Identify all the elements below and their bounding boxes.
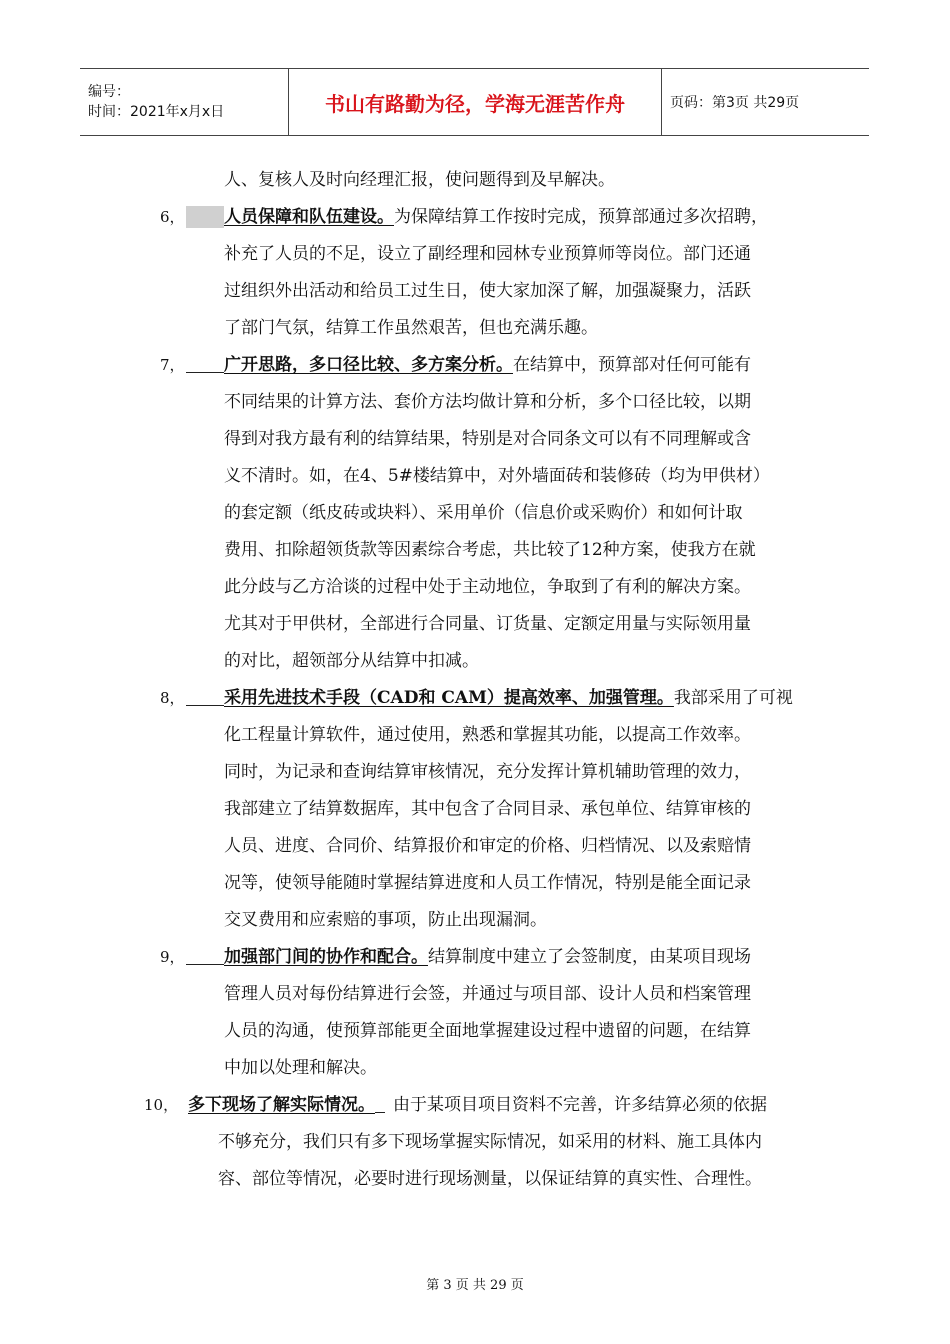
item-heading: 加强部门间的协作和配合。	[224, 947, 428, 967]
paragraph-tail: 人、复核人及时向经理汇报，使问题得到及早解决。	[224, 170, 615, 190]
item-line: 我部采用了可视	[673, 688, 793, 708]
item-number: 10，	[144, 1096, 179, 1114]
item-number: 8，	[160, 689, 185, 707]
item-heading: 多下现场了解实际情况。	[188, 1095, 375, 1115]
item-first-line	[186, 354, 751, 376]
item-first-line	[186, 946, 751, 968]
item-line: 补充了人员的不足，设立了副经理和园林专业预算师等岗位。部门还通	[224, 244, 751, 264]
item-line: 交叉费用和应索赔的事项，防止出现漏洞。	[224, 910, 547, 930]
item-line: 同时，为记录和查询结算审核情况，充分发挥计算机辅助管理的效力，	[224, 762, 751, 782]
item-line: 过组织外出活动和给员工过生日，使大家加深了解，加强凝聚力，活跃	[224, 281, 751, 301]
item-line: 况等，使领导能随时掌握结算进度和人员工作情况，特别是能全面记录	[224, 873, 751, 893]
item-line: 人员、进度、合同价、结算报价和审定的价格、归档情况、以及索赔情	[224, 836, 751, 856]
item-first-line	[224, 206, 768, 228]
item-line: 此分歧与乙方洽谈的过程中处于主动地位，争取到了有利的解决方案。	[224, 577, 751, 597]
item-line: 管理人员对每份结算进行会签，并通过与项目部、设计人员和档案管理	[224, 984, 751, 1004]
document-header	[80, 68, 869, 136]
header-page-label: 页码：第3页 共29页	[662, 69, 870, 136]
item-line: 义不清时。如，在4、5#楼结算中，对外墙面砖和装修砖（均为甲供材）	[224, 466, 770, 486]
item-heading: 采用先进技术手段（CAD和 CAM）提高效率、加强管理。	[224, 688, 674, 708]
item-line: 由于某项目项目资料不完善，许多结算必须的依据	[393, 1095, 767, 1115]
item-line: 容、部位等情况，必要时进行现场测量，以保证结算的真实性、合理性。	[218, 1169, 762, 1189]
item-line: 的套定额（纸皮砖或块料）、采用单价（信息价或采购价）和如何计取	[224, 503, 743, 523]
item-line: 在结算中，预算部对任何可能有	[513, 355, 751, 375]
serial-label: 编号：	[88, 84, 130, 100]
item-line: 了部门气氛，结算工作虽然艰苦，但也充满乐趣。	[224, 318, 598, 338]
item-line: 为保障结算工作按时完成，预算部通过多次招聘，	[394, 207, 768, 227]
page-footer: 第 3 页 共 29 页	[426, 1278, 524, 1293]
item-line: 不够充分，我们只有多下现场掌握实际情况，如采用的材料、施工具体内	[218, 1132, 762, 1152]
item-line: 化工程量计算软件，通过使用，熟悉和掌握其功能，以提高工作效率。	[224, 725, 751, 745]
item-heading: 广开思路，多口径比较、多方案分析。	[224, 355, 513, 375]
item-line: 我部建立了结算数据库，其中包含了合同目录、承包单位、结算审核的	[224, 799, 751, 819]
item-number: 7，	[160, 356, 185, 374]
time-label: 时间：2021年x月x日	[88, 104, 225, 120]
item-number: 9，	[160, 948, 185, 966]
item-line: 尤其对于甲供材，全部进行合同量、订货量、定额定用量与实际领用量	[224, 614, 751, 634]
shading-mark	[186, 206, 224, 228]
item-line: 费用、扣除超领货款等因素综合考虑，共比较了12种方案，使我方在就	[224, 540, 756, 560]
item-line: 的对比，超领部分从结算中扣减。	[224, 651, 479, 671]
item-number: 6，	[160, 208, 185, 226]
header-motto: 书山有路勤为径，学海无涯苦作舟	[289, 69, 662, 136]
item-line: 结算制度中建立了会签制度，由某项目现场	[428, 947, 751, 967]
item-first-line	[186, 687, 793, 709]
item-line: 人员的沟通，使预算部能更全面地掌握建设过程中遗留的问题，在结算	[224, 1021, 751, 1041]
header-meta-cell	[80, 69, 289, 136]
item-line: 中加以处理和解决。	[224, 1058, 377, 1078]
item-line: 不同结果的计算方法、套价方法均做计算和分析，多个口径比较，以期	[224, 392, 751, 412]
item-first-line	[188, 1094, 767, 1116]
item-heading: 人员保障和队伍建设。	[224, 207, 394, 227]
item-line: 得到对我方最有利的结算结果，特别是对合同条文可以有不同理解或含	[224, 429, 751, 449]
